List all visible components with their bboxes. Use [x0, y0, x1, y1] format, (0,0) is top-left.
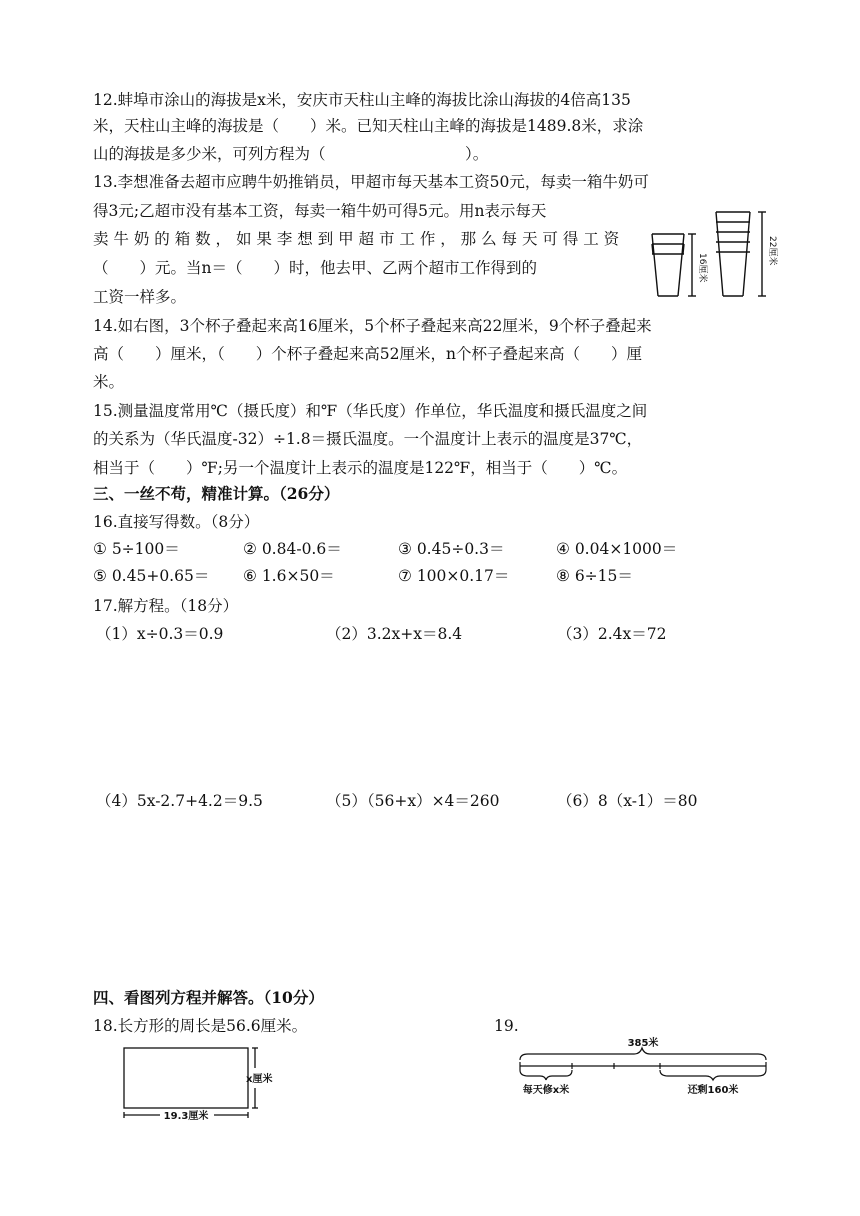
q19-title: 19. — [494, 1017, 519, 1035]
q17-title: 17.解方程。（18分） — [93, 597, 239, 615]
q15-line-3: 相当于（ ）℉;另一个温度计上表示的温度是122℉，相当于（ ）℃。 — [93, 459, 628, 477]
q13-line-2: 得3元;乙超市没有基本工资，每卖一箱牛奶可得5元。用n表示每天 — [93, 202, 547, 220]
q18-title: 18.长方形的周长是56.6厘米。 — [93, 1017, 308, 1035]
q13-line-4: （ ）元。当n＝（ ）时，他去甲、乙两个超市工作得到的 — [93, 259, 537, 277]
rectangle-figure — [114, 1042, 294, 1122]
q13-line-3: 卖 牛 奶 的 箱 数 ， 如 果 李 想 到 甲 超 市 工 作 ， 那 么 每 天 可 得 工 资 — [93, 230, 620, 248]
q16-item-3: ③ 0.45÷0.3＝ — [398, 540, 505, 558]
q13-line-1: 13.李想准备去超市应聘牛奶推销员，甲超市每天基本工资50元，每卖一箱牛奶可 — [93, 173, 649, 191]
line-segment-figure — [510, 1036, 774, 1100]
stacked-cups-figure — [648, 206, 777, 300]
cups-left-height-label: 16厘米 — [697, 253, 707, 283]
segment-remaining-label: 还剩160米 — [687, 1085, 739, 1096]
q15-line-1: 15.测量温度常用℃（摄氏度）和℉（华氏度）作单位，华氏温度和摄氏温度之间 — [93, 402, 648, 420]
q14-line-3: 米。 — [93, 373, 125, 391]
q12-line-1: 12.蚌埠市涂山的海拔是x米，安庆市天柱山主峰的海拔比涂山海拔的4倍高135 — [93, 91, 631, 109]
q16-item-5: ⑤ 0.45+0.65＝ — [93, 567, 210, 585]
q17-item-5: （5）（56+x）×4＝260 — [326, 792, 500, 810]
q16-title: 16.直接写得数。（8分） — [93, 513, 260, 531]
q12-line-3: 山的海拔是多少米，可列方程为（ ）。 — [93, 145, 489, 163]
rect-width-label: 19.3厘米 — [163, 1111, 209, 1122]
q16-item-1: ① 5÷100＝ — [93, 540, 180, 558]
q17-item-3: （3）2.4x＝72 — [557, 625, 667, 643]
q17-item-4: （4）5x-2.7+4.2＝9.5 — [96, 792, 263, 810]
q17-item-6: （6）8（x-1）＝80 — [557, 792, 698, 810]
q15-line-2: 的关系为（华氏温度-32）÷1.8＝摄氏温度。一个温度计上表示的温度是37℃， — [93, 430, 643, 448]
cups-right-height-label: 22厘米 — [767, 236, 777, 266]
section-3-title: 三、一丝不苟，精准计算。（26分） — [93, 484, 340, 503]
q16-item-4: ④ 0.04×1000＝ — [556, 540, 678, 558]
q17-item-1: （1）x÷0.3＝0.9 — [96, 625, 224, 643]
q14-line-2: 高（ ）厘米，（ ）个杯子叠起来高52厘米，n个杯子叠起来高（ ）厘 — [93, 345, 642, 363]
q16-item-7: ⑦ 100×0.17＝ — [398, 567, 510, 585]
q16-item-8: ⑧ 6÷15＝ — [556, 567, 633, 585]
q13-line-5: 工资一样多。 — [93, 288, 187, 306]
q16-item-2: ② 0.84-0.6＝ — [243, 540, 342, 558]
q17-item-2: （2）3.2x+x＝8.4 — [326, 625, 463, 643]
section-4-title: 四、看图列方程并解答。（10分） — [93, 988, 324, 1007]
q14-line-1: 14.如右图，3个杯子叠起来高16厘米，5个杯子叠起来高22厘米，9个杯子叠起来 — [93, 317, 652, 335]
segment-total-label: 385米 — [627, 1038, 659, 1049]
segment-daily-label: 每天修x米 — [522, 1085, 570, 1096]
q16-item-6: ⑥ 1.6×50＝ — [243, 567, 335, 585]
q12-line-2: 米，天柱山主峰的海拔是（ ）米。已知天柱山主峰的海拔是1489.8米，求涂 — [93, 117, 644, 135]
rect-height-label: x厘米 — [246, 1074, 273, 1085]
